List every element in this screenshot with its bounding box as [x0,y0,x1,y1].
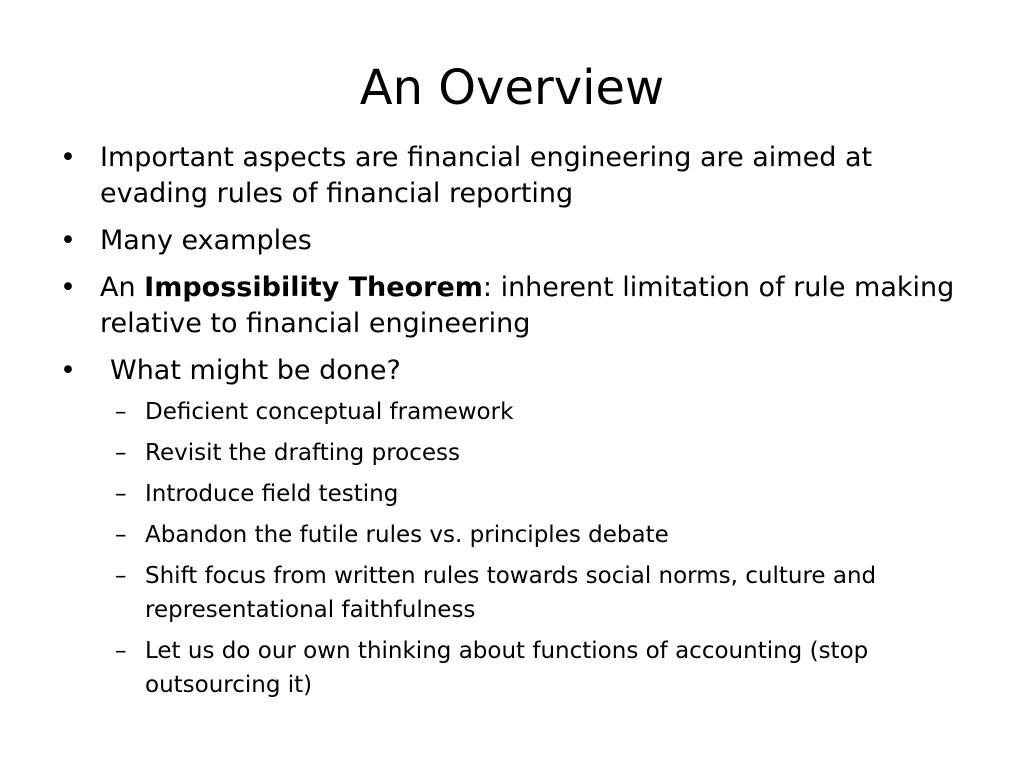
bullet-marker: • [60,225,76,256]
sub-bullet-item [60,634,960,702]
bullet-text-bold: Impossibility Theorem [144,272,483,303]
slide-title: An Overview [359,60,665,116]
sub-bullet-text: Deficient conceptual framework [145,399,514,425]
bullet-text-prefix: An [100,272,145,303]
sub-bullet-text: Abandon the futile rules vs. principles debate [145,522,669,548]
bullet-marker: • [60,355,76,386]
sub-bullet-text: Let us do our own thinking about functions of accounting (stop outsourcing it) [145,638,869,698]
bullet-text: Many examples [100,225,312,256]
sub-bullet-marker: – [115,563,127,589]
bullet-marker: • [60,142,76,173]
bullet-list [60,140,960,709]
bullet-item [60,353,960,389]
sub-bullet-text: Introduce field testing [145,481,399,507]
sub-bullet-text: Revisit the drafting process [145,440,460,466]
sub-bullet-marker: – [115,522,127,548]
sub-bullet-marker: – [115,481,127,507]
sub-bullet-marker: – [115,399,127,425]
sub-bullet-text: Shift focus from written rules towards social norms, culture and representational faithfulness [145,563,877,623]
bullet-marker: • [60,272,76,303]
sub-bullet-marker: – [115,440,127,466]
bullet-item [60,140,960,212]
sub-bullet-item [60,395,960,429]
bullet-text: What might be done? [110,355,401,386]
bullet-item [60,270,960,342]
sub-bullet-item [60,436,960,470]
sub-bullet-marker: – [115,638,127,664]
bullet-text: Important aspects are financial engineering are aimed at evading rules of financial reporting [100,142,873,209]
bullet-item [60,223,960,259]
sub-bullet-item [60,518,960,552]
bullet-text-suffix: : inherent limitation of rule making relative to financial engineering [100,272,955,339]
sub-bullet-item [60,559,960,627]
sub-bullet-item [60,477,960,511]
